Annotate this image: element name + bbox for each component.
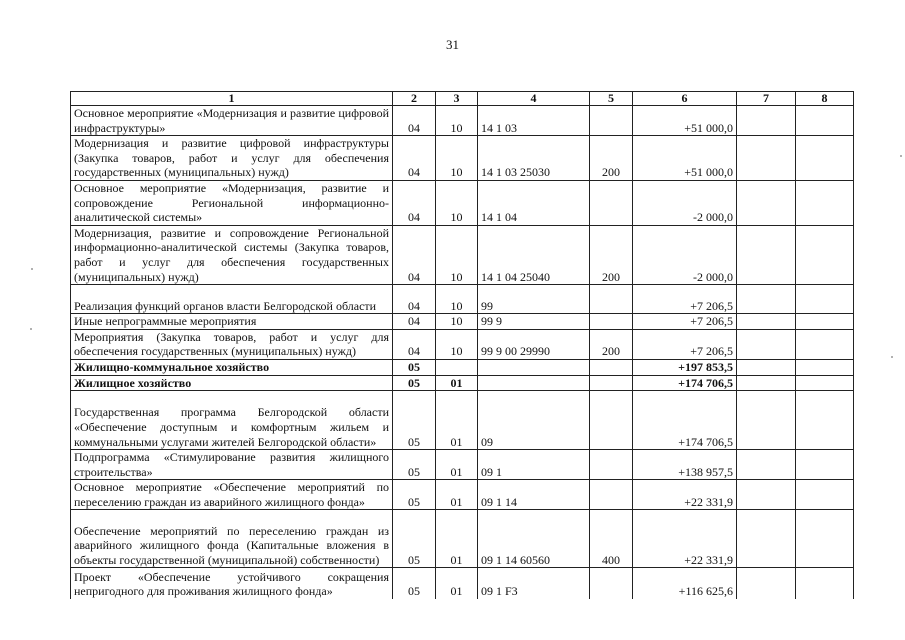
- amount-cell: +138 957,5: [633, 450, 737, 480]
- subsection-cell: 01: [436, 375, 478, 391]
- row-name-cell: Жилищно-коммунальное хозяйство: [71, 359, 393, 375]
- expense-type-cell: 200: [590, 136, 633, 181]
- expense-type-cell: [590, 106, 633, 136]
- column7-cell: [737, 314, 796, 330]
- subsection-cell: 10: [436, 106, 478, 136]
- header-cell: 5: [590, 92, 633, 106]
- column8-cell: [796, 314, 854, 330]
- amount-cell: +174 706,5: [633, 391, 737, 450]
- table-row: [71, 329, 854, 359]
- column7-cell: [737, 225, 796, 284]
- subsection-cell: 10: [436, 314, 478, 330]
- header-row: [71, 92, 854, 106]
- column8-cell: [796, 391, 854, 450]
- header-cell: 3: [436, 92, 478, 106]
- row-name-cell: Жилищное хозяйство: [71, 375, 393, 391]
- row-name-cell: Проект «Обеспечение устойчивого сокращения непригодного для проживания жилищного фонда»: [71, 568, 393, 599]
- section-cell: 05: [393, 375, 436, 391]
- amount-cell: +51 000,0: [633, 106, 737, 136]
- target-article-cell: 09 1 14: [478, 480, 590, 510]
- column7-cell: [737, 480, 796, 510]
- table-row: [71, 568, 854, 599]
- header-cell: 1: [71, 92, 393, 106]
- target-article-cell: 09 1 14 60560: [478, 510, 590, 568]
- subsection-cell: 10: [436, 329, 478, 359]
- row-name-cell: Модернизация, развитие и сопровождение Региональной информационно-аналитической системы (Закупка товаров, работ и услуг для обеспечения государственных (муниципальных) нужд): [71, 225, 393, 284]
- section-cell: 04: [393, 329, 436, 359]
- header-cell: 6: [633, 92, 737, 106]
- table-row: [71, 314, 854, 330]
- expense-type-cell: 400: [590, 510, 633, 568]
- target-article-cell: [478, 375, 590, 391]
- expense-type-cell: [590, 375, 633, 391]
- section-cell: 04: [393, 136, 436, 181]
- table-row: [71, 510, 854, 568]
- column7-cell: [737, 136, 796, 181]
- section-cell: 04: [393, 314, 436, 330]
- row-name-cell: Мероприятия (Закупка товаров, работ и услуг для обеспечения государственных (муниципальных) нужд): [71, 329, 393, 359]
- amount-cell: +174 706,5: [633, 375, 737, 391]
- target-article-cell: [478, 359, 590, 375]
- row-name-cell: Модернизация и развитие цифровой инфраструктуры (Закупка товаров, работ и услуг для обеспечения государственных (муниципальных) нужд): [71, 136, 393, 181]
- amount-cell: +22 331,9: [633, 510, 737, 568]
- row-name-cell: Обеспечение мероприятий по переселению граждан из аварийного жилищного фонда (Капитальные вложения в объекты государственной (муниципальной) собственности): [71, 510, 393, 568]
- expense-type-cell: [590, 450, 633, 480]
- expense-type-cell: [590, 568, 633, 599]
- table-row: [71, 106, 854, 136]
- expense-type-cell: [590, 480, 633, 510]
- row-name-cell: Государственная программа Белгородской области «Обеспечение доступным и комфортным жильем и коммунальными услугами жителей Белгородской области»: [71, 391, 393, 450]
- expense-type-cell: 200: [590, 329, 633, 359]
- section-cell: 04: [393, 225, 436, 284]
- section-cell: 04: [393, 180, 436, 225]
- header-cell: 8: [796, 92, 854, 106]
- column7-cell: [737, 180, 796, 225]
- column8-cell: [796, 480, 854, 510]
- target-article-cell: 14 1 04 25040: [478, 225, 590, 284]
- table-body: [71, 106, 854, 599]
- column7-cell: [737, 285, 796, 314]
- table-row: [71, 391, 854, 450]
- section-cell: 05: [393, 480, 436, 510]
- column8-cell: [796, 285, 854, 314]
- column8-cell: [796, 329, 854, 359]
- column7-cell: [737, 359, 796, 375]
- column7-cell: [737, 106, 796, 136]
- subsection-cell: 01: [436, 510, 478, 568]
- amount-cell: +7 206,5: [633, 314, 737, 330]
- subsection-cell: 01: [436, 480, 478, 510]
- subsection-cell: 01: [436, 568, 478, 599]
- column7-cell: [737, 375, 796, 391]
- scan-speck: [31, 268, 33, 270]
- row-name-cell: Основное мероприятие «Модернизация и развитие цифровой инфраструктуры»: [71, 106, 393, 136]
- column7-cell: [737, 450, 796, 480]
- subsection-cell: 01: [436, 450, 478, 480]
- column8-cell: [796, 510, 854, 568]
- scan-speck: [891, 356, 893, 358]
- amount-cell: +7 206,5: [633, 329, 737, 359]
- target-article-cell: 09 1 F3: [478, 568, 590, 599]
- row-name-cell: Подпрограмма «Стимулирование развития жилищного строительства»: [71, 450, 393, 480]
- target-article-cell: 14 1 03 25030: [478, 136, 590, 181]
- expense-type-cell: [590, 391, 633, 450]
- section-cell: 05: [393, 391, 436, 450]
- page-number: 31: [446, 37, 459, 52]
- subsection-cell: 10: [436, 180, 478, 225]
- subsection-cell: 10: [436, 136, 478, 181]
- section-cell: 04: [393, 285, 436, 314]
- column8-cell: [796, 106, 854, 136]
- column7-cell: [737, 510, 796, 568]
- section-cell: 04: [393, 106, 436, 136]
- table-row: [71, 285, 854, 314]
- table-row: [71, 136, 854, 181]
- column8-cell: [796, 180, 854, 225]
- amount-cell: +116 625,6: [633, 568, 737, 599]
- expense-type-cell: [590, 359, 633, 375]
- amount-cell: +7 206,5: [633, 285, 737, 314]
- expense-type-cell: [590, 180, 633, 225]
- row-name-cell: Основное мероприятие «Модернизация, развитие и сопровождение Региональной информационно-аналитической системы»: [71, 180, 393, 225]
- amount-cell: -2 000,0: [633, 180, 737, 225]
- amount-cell: +197 853,5: [633, 359, 737, 375]
- table-row: [71, 225, 854, 284]
- row-name-cell: Реализация функций органов власти Белгородской области: [71, 285, 393, 314]
- column8-cell: [796, 136, 854, 181]
- column7-cell: [737, 391, 796, 450]
- table-row: [71, 450, 854, 480]
- column8-cell: [796, 568, 854, 599]
- subsection-cell: 01: [436, 391, 478, 450]
- scan-speck: [900, 155, 902, 157]
- row-name-cell: Основное мероприятие «Обеспечение мероприятий по переселению граждан из аварийного жилищного фонда»: [71, 480, 393, 510]
- subsection-cell: [436, 359, 478, 375]
- amount-cell: +51 000,0: [633, 136, 737, 181]
- section-cell: 05: [393, 510, 436, 568]
- target-article-cell: 99: [478, 285, 590, 314]
- expense-type-cell: 200: [590, 225, 633, 284]
- expense-type-cell: [590, 285, 633, 314]
- subsection-cell: 10: [436, 225, 478, 284]
- section-cell: 05: [393, 359, 436, 375]
- header-cell: 2: [393, 92, 436, 106]
- column8-cell: [796, 359, 854, 375]
- table-row: [71, 480, 854, 510]
- amount-cell: -2 000,0: [633, 225, 737, 284]
- amount-cell: +22 331,9: [633, 480, 737, 510]
- target-article-cell: 14 1 04: [478, 180, 590, 225]
- target-article-cell: 99 9 00 29990: [478, 329, 590, 359]
- column8-cell: [796, 375, 854, 391]
- section-cell: 05: [393, 568, 436, 599]
- column7-cell: [737, 329, 796, 359]
- expense-type-cell: [590, 314, 633, 330]
- subsection-cell: 10: [436, 285, 478, 314]
- scan-speck: [30, 328, 32, 330]
- column7-cell: [737, 568, 796, 599]
- target-article-cell: 14 1 03: [478, 106, 590, 136]
- budget-table: [70, 91, 854, 599]
- column8-cell: [796, 225, 854, 284]
- target-article-cell: 99 9: [478, 314, 590, 330]
- table-row: [71, 375, 854, 391]
- table-row: [71, 359, 854, 375]
- row-name-cell: Иные непрограммные мероприятия: [71, 314, 393, 330]
- target-article-cell: 09: [478, 391, 590, 450]
- section-cell: 05: [393, 450, 436, 480]
- column8-cell: [796, 450, 854, 480]
- table-row: [71, 180, 854, 225]
- header-cell: 7: [737, 92, 796, 106]
- header-cell: 4: [478, 92, 590, 106]
- target-article-cell: 09 1: [478, 450, 590, 480]
